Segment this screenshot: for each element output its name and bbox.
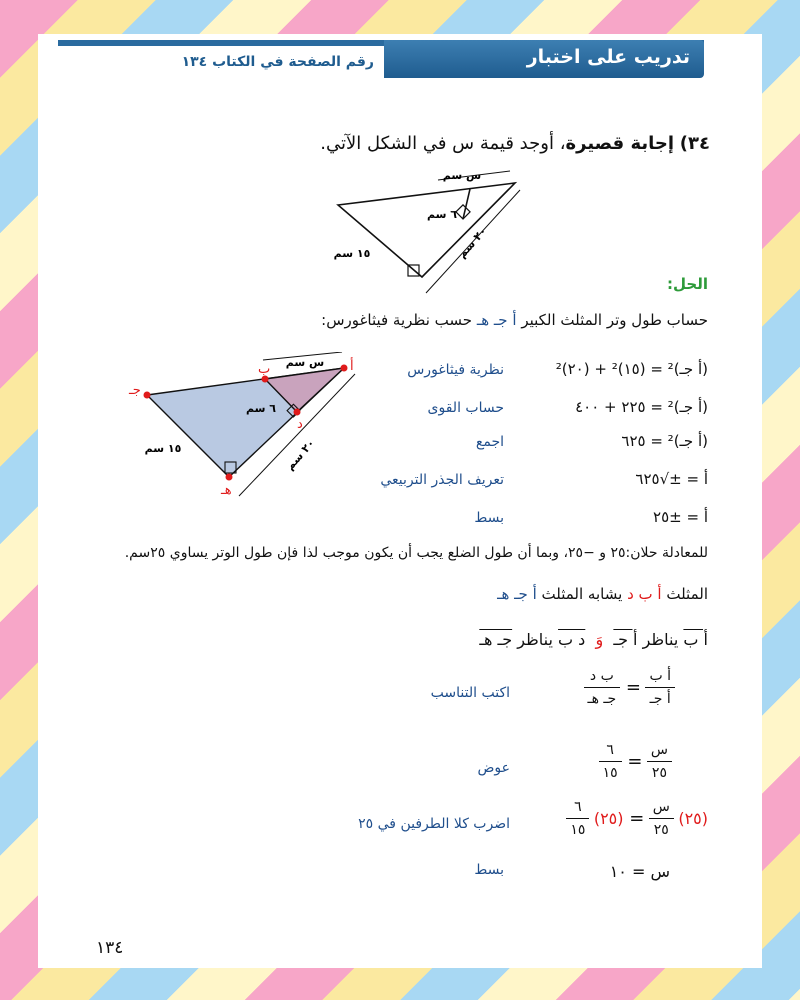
similar-mid: يشابه المثلث <box>541 585 623 603</box>
proportion-step-3-label: اضرب كلا الطرفين في ٢٥ <box>358 816 510 832</box>
step-2-equation: (أ جـ)² = ٢٢٥ + ٤٠٠ <box>575 398 708 416</box>
fig2-vertex-b: ب <box>258 362 271 377</box>
multiplier-left: (٢٥) <box>678 809 708 828</box>
corr-word-2: يناظر <box>517 630 553 649</box>
final-label: بسط <box>474 862 504 878</box>
conclusion-text: للمعادلة حلان:٢٥ و −٢٥، وبما أن طول الضلع يجب أن يكون موجب لذا فإن طول الوتر يساوي ٢٥سم. <box>124 545 708 561</box>
similar-triangle-1: أ ب د <box>627 585 662 603</box>
similarity-statement <box>497 585 708 603</box>
banner-title: تدريب على اختبار <box>526 46 690 68</box>
fig2-side-label: ١٥ سم <box>144 442 182 455</box>
fraction-left: $\frac{\text{س}}{٢٥}$ <box>649 799 674 838</box>
corr-word-1: يناظر <box>642 630 679 649</box>
proportion-step-1-label: اكتب التناسب <box>430 685 510 701</box>
figure-solution-triangle <box>125 352 370 507</box>
fig2-vertex-d: د <box>297 417 303 432</box>
step-5-equation: أ = ±٢٥ <box>653 508 708 526</box>
fraction-left: $\frac{\text{س}}{٢٥}$ <box>647 742 672 781</box>
step-3-equation: (أ جـ)² = ٦٢٥ <box>621 432 708 450</box>
step-4-label: تعريف الجذر التربيعي <box>380 472 504 488</box>
question-number: ٣٤) <box>679 133 710 154</box>
solution-intro <box>321 311 708 329</box>
fig2-vertex-j: جـ <box>129 383 141 398</box>
intro-suffix: حسب نظرية فيثاغورس: <box>321 311 473 329</box>
segment-db: د ب <box>558 630 586 649</box>
proportion-step-3: (٢٥) $\frac{\text{س}}{٢٥}$ = (٢٥) $\frac{٦}{١٥}$ <box>566 799 708 838</box>
proportion-step-1: $\frac{\text{أ ب}}{\text{أ جـ}}$ = $\frac{\text{ب د}}{\text{جـ هـ}}$ <box>584 668 676 707</box>
corr-and: وَ <box>595 630 604 649</box>
proportion-step-2: $\frac{\text{س}}{٢٥}$ = $\frac{٦}{١٥}$ <box>599 742 672 781</box>
proportion-step-2-label: عوض <box>477 760 510 776</box>
fig2-vertex-h: هـ <box>221 483 232 498</box>
step-5-label: بسط <box>474 510 504 526</box>
intro-triangle: أ جـ هـ <box>476 311 517 329</box>
book-page-reference: رقم الصفحة في الكتاب ١٣٤ <box>181 54 374 70</box>
intro-prefix: حساب طول وتر المثلث الكبير <box>521 311 708 329</box>
step-4-equation: أ = ±√٦٢٥ <box>635 470 708 488</box>
multiplier-right: (٢٥) <box>593 809 624 828</box>
final-equation: س = ١٠ <box>609 862 670 881</box>
figure-question-triangle <box>330 165 530 300</box>
fig2-vertex-a: أ <box>350 359 354 374</box>
fraction-right: $\frac{٦}{١٥}$ <box>566 799 589 838</box>
step-1-label: نظرية فيثاغورس <box>407 362 504 378</box>
step-3-label: اجمع <box>475 434 504 450</box>
fraction-right: $\frac{\text{ب د}}{\text{جـ هـ}}$ <box>584 668 621 707</box>
page-number: ١٣٤ <box>96 938 124 958</box>
similar-triangle-2: أ جـ هـ <box>497 585 537 603</box>
fraction-right: $\frac{٦}{١٥}$ <box>599 742 622 781</box>
solution-heading: الحل: <box>667 275 708 293</box>
fig2-top-label: س سم <box>285 356 325 369</box>
similar-prefix: المثلث <box>666 585 708 603</box>
segment-aj: أ جـ <box>613 630 638 649</box>
header-banner <box>58 40 704 76</box>
fig1-side-label: ١٥ سم <box>333 247 371 260</box>
correspondence-line <box>479 630 708 649</box>
step-2-label: حساب القوى <box>427 400 504 416</box>
segment-jh: جـ هـ <box>479 630 513 649</box>
fig2-hyp-label: ٢٠ سم <box>283 436 318 473</box>
segment-ab: أ ب <box>683 630 708 649</box>
question-line: ٣٤) إجابة قصيرة، أوجد قيمة س في الشكل الآتي. <box>320 133 710 154</box>
fig2-mid-label: ٦ سم <box>246 402 276 415</box>
fraction-left: $\frac{\text{أ ب}}{\text{أ جـ}}$ <box>645 668 675 707</box>
question-text: أوجد قيمة س في الشكل الآتي. <box>320 133 554 154</box>
fig1-hyp-label: ٢٠ سم <box>455 224 490 261</box>
step-1-equation: (أ جـ)² = (١٥)² + (٢٠)² <box>555 360 708 378</box>
fig1-top-label: س سم <box>442 169 482 182</box>
banner-title-box <box>384 40 704 78</box>
fig1-mid-label: ٦ سم <box>427 208 457 221</box>
question-type: إجابة قصيرة <box>565 133 675 154</box>
